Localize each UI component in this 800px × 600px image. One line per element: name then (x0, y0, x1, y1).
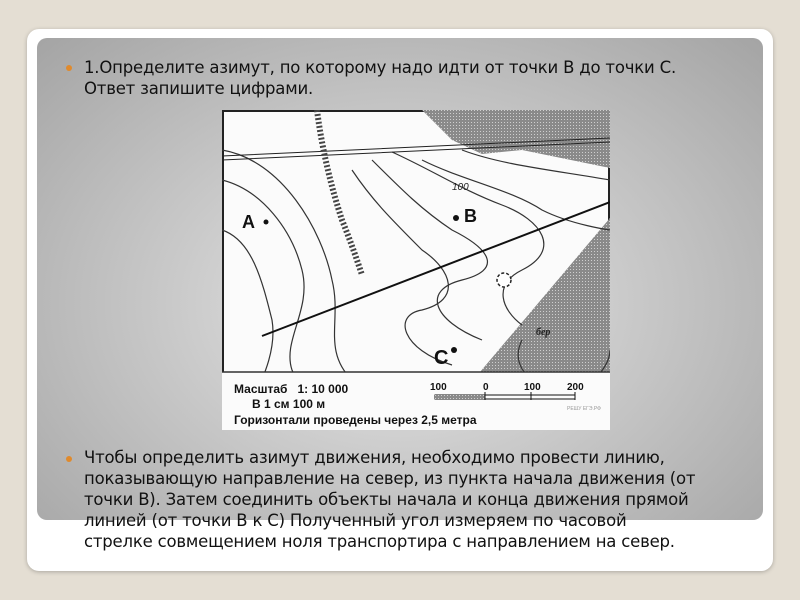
scale-tick-label: 200 (567, 382, 584, 393)
explanation-line: точки В). Затем соединить объекты начала и конца движения прямой (84, 490, 689, 509)
point-b-label: B (464, 206, 477, 226)
point-c-label: C (434, 347, 449, 369)
explanation-text (84, 447, 695, 552)
scale-text: В 1 см 100 м (252, 397, 326, 411)
watermark: РЕШУ ЕГЭ.РФ (567, 406, 601, 412)
contour-note: Горизонтали проведены через 2,5 метра (234, 413, 477, 427)
scale-tick-label: 0 (483, 382, 489, 393)
question-line-2: Ответ запишите цифрами. (84, 79, 314, 98)
bullet-icon (66, 456, 72, 462)
contour-label: 100 (452, 182, 469, 193)
point-a-marker (264, 220, 269, 225)
question-line-1: 1.Определите азимут, по которому надо идти от точки В до точки С. (84, 58, 676, 77)
scale-tick-label: 100 (524, 382, 541, 393)
question-text (84, 57, 676, 99)
explanation-line: стрелке совмещением ноля транспортира с направлением на север. (84, 532, 675, 551)
bullet-icon (66, 65, 72, 71)
scale-tick-label: 100 (430, 382, 447, 393)
forest-label: бер (536, 327, 551, 338)
point-a-label: A (242, 212, 255, 232)
explanation-line: показывающую направление на север, из пункта начала движения (от (84, 469, 696, 488)
point-b-marker (453, 215, 459, 221)
explanation-line: линией (от точки В к С) Полученный угол измеряем по часовой (84, 511, 627, 530)
scale-label: Масштаб 1: 10 000 (234, 382, 349, 396)
landmark-icon (497, 273, 511, 287)
explanation-line: Чтобы определить азимут движения, необходимо провести линию, (84, 448, 665, 467)
point-c-marker (451, 347, 457, 353)
topographic-map (222, 110, 610, 430)
